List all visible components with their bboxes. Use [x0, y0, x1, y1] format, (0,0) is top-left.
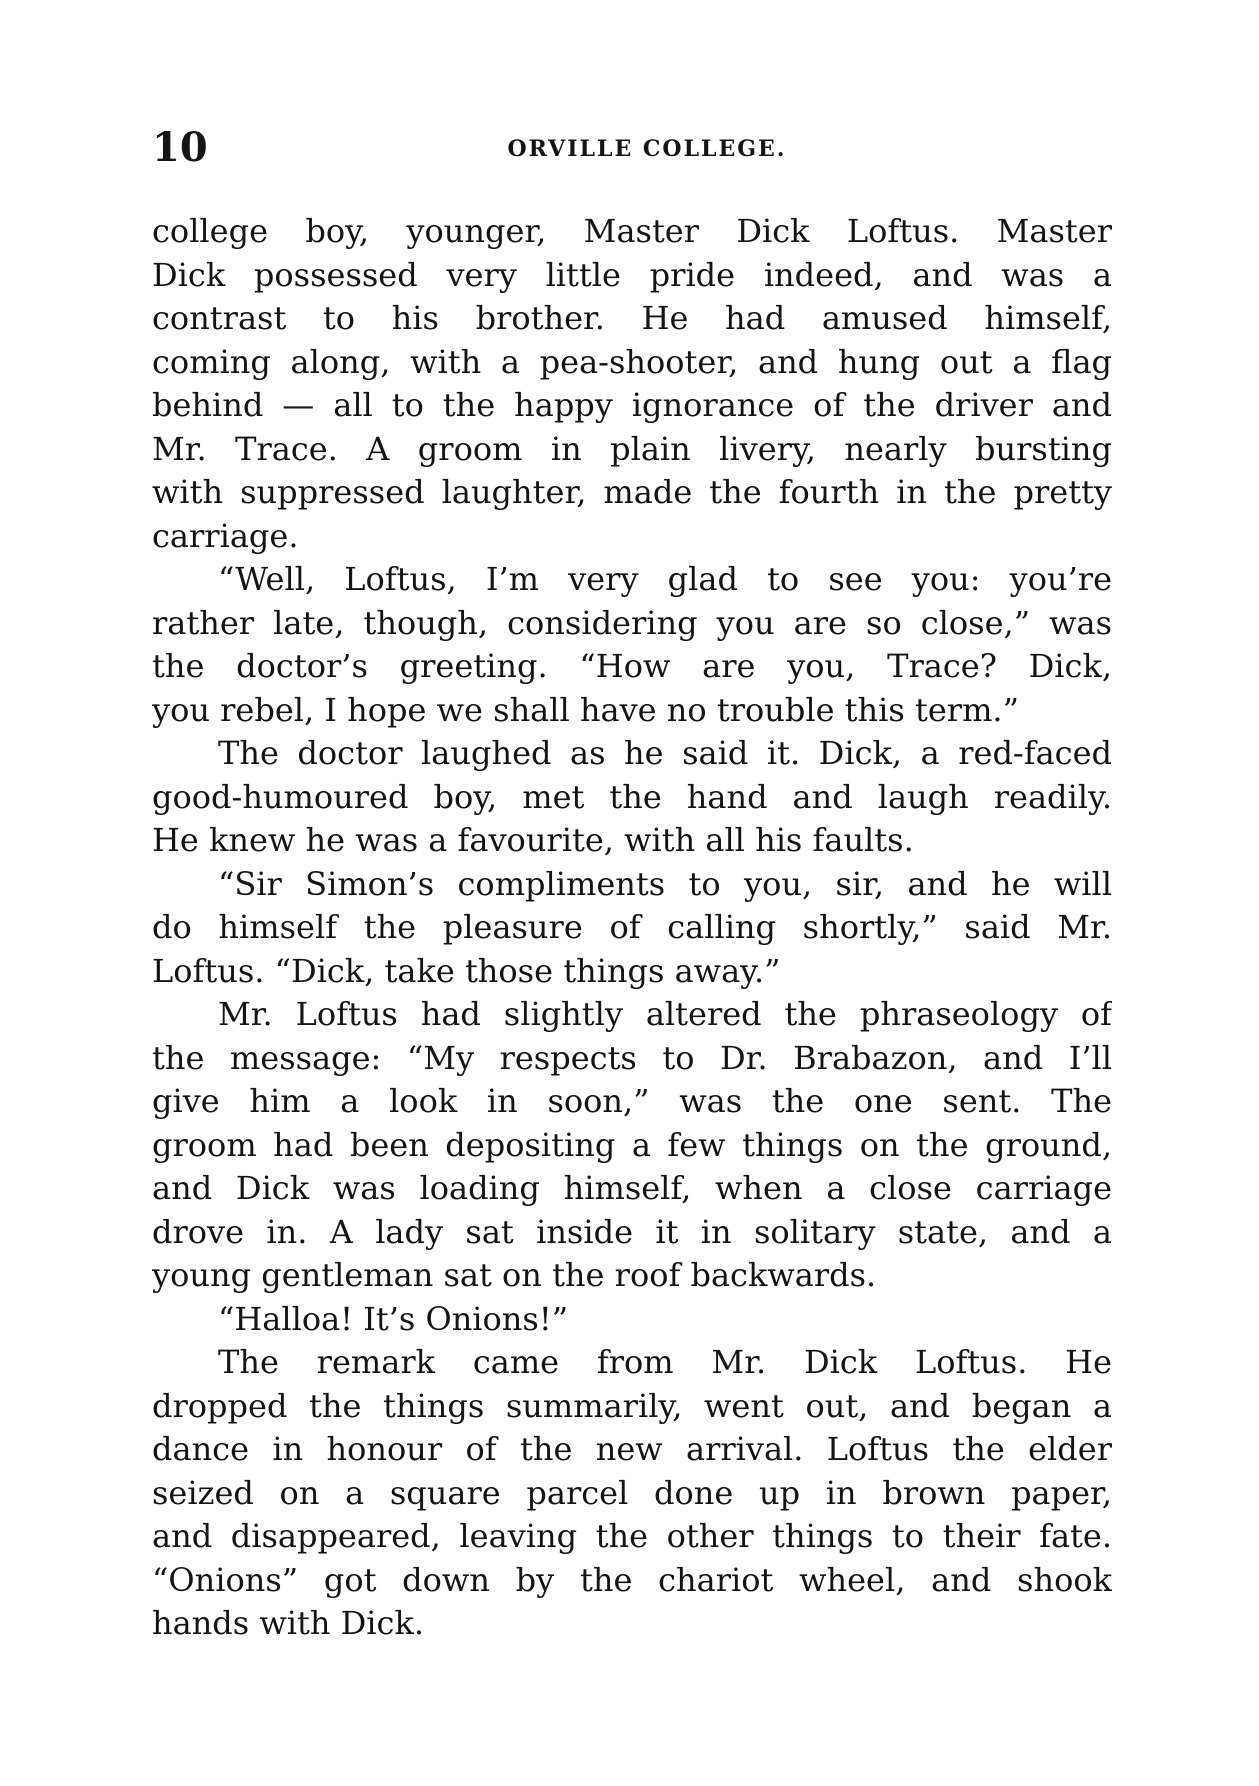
text-line: carriage. [152, 516, 299, 555]
text-line: behind — all to the happy ignorance of the driver and [152, 386, 1112, 424]
text-line: The doctor laughed as he said it. Dick, a red-faced [218, 734, 1112, 772]
text-line: dropped the things summarily, went out, and began a [152, 1386, 1112, 1425]
text-line: with suppressed laughter, made the fourth in the pretty [152, 473, 1112, 511]
text-line: hands with Dick. [152, 1604, 425, 1642]
text-line: He knew he was a favourite, with all his faults. [152, 821, 914, 859]
text-line: coming along, with a pea-shooter, and hung out a flag [152, 342, 1112, 381]
text-line: Dick possessed very little pride indeed, and was a [152, 255, 1112, 294]
running-head [152, 118, 1112, 178]
text-line: The remark came from Mr. Dick Loftus. He [218, 1343, 1112, 1381]
text-line: rather late, though, considering you are so close,” was [152, 603, 1112, 642]
text-line: Loftus. “Dick, take those things away.” [152, 951, 781, 990]
text-line: seized on a square parcel done up in brown paper, [152, 1473, 1112, 1512]
text-line: contrast to his brother. He had amused himself, [152, 299, 1112, 337]
text-line: Mr. Trace. A groom in plain livery, nearly bursting [152, 429, 1112, 468]
text-line: groom had been depositing a few things on the ground, [152, 1125, 1112, 1164]
text-line: and disappeared, leaving the other things to their fate. [152, 1517, 1112, 1555]
page-number: 10 [152, 124, 208, 171]
text-line: give him a look in soon,” was the one sent. The [152, 1082, 1112, 1120]
text-line: the message: “My respects to Dr. Brabazon, and I’ll [152, 1038, 1112, 1077]
body-text [152, 210, 1112, 1646]
text-line: Mr. Loftus had slightly altered the phraseology of [218, 995, 1112, 1033]
text-line: “Well, Loftus, I’m very glad to see you: you’re [218, 560, 1112, 598]
text-line: drove in. A lady sat inside it in solitary state, and a [152, 1212, 1112, 1251]
text-line: dance in honour of the new arrival. Loftus the elder [152, 1430, 1112, 1468]
text-line: “Halloa! It’s Onions!” [218, 1299, 569, 1338]
text-line: good-humoured boy, met the hand and laugh readily. [152, 777, 1112, 816]
running-title: ORVILLE COLLEGE. [507, 136, 787, 162]
text-line: do himself the pleasure of calling shortly,” said Mr. [152, 908, 1112, 946]
text-line: you rebel, I hope we shall have no trouble this term.” [152, 690, 1019, 729]
text-line: “Sir Simon’s compliments to you, sir, and he will [218, 864, 1112, 903]
text-line: young gentleman sat on the roof backwards. [152, 1256, 877, 1294]
text-line: “Onions” got down by the chariot wheel, and shook [152, 1560, 1112, 1599]
text-line: college boy, younger, Master Dick Loftus. Master [152, 212, 1112, 250]
text-line: and Dick was loading himself, when a close carriage [152, 1169, 1112, 1207]
text-line: the doctor’s greeting. “How are you, Trace? Dick, [152, 647, 1112, 685]
